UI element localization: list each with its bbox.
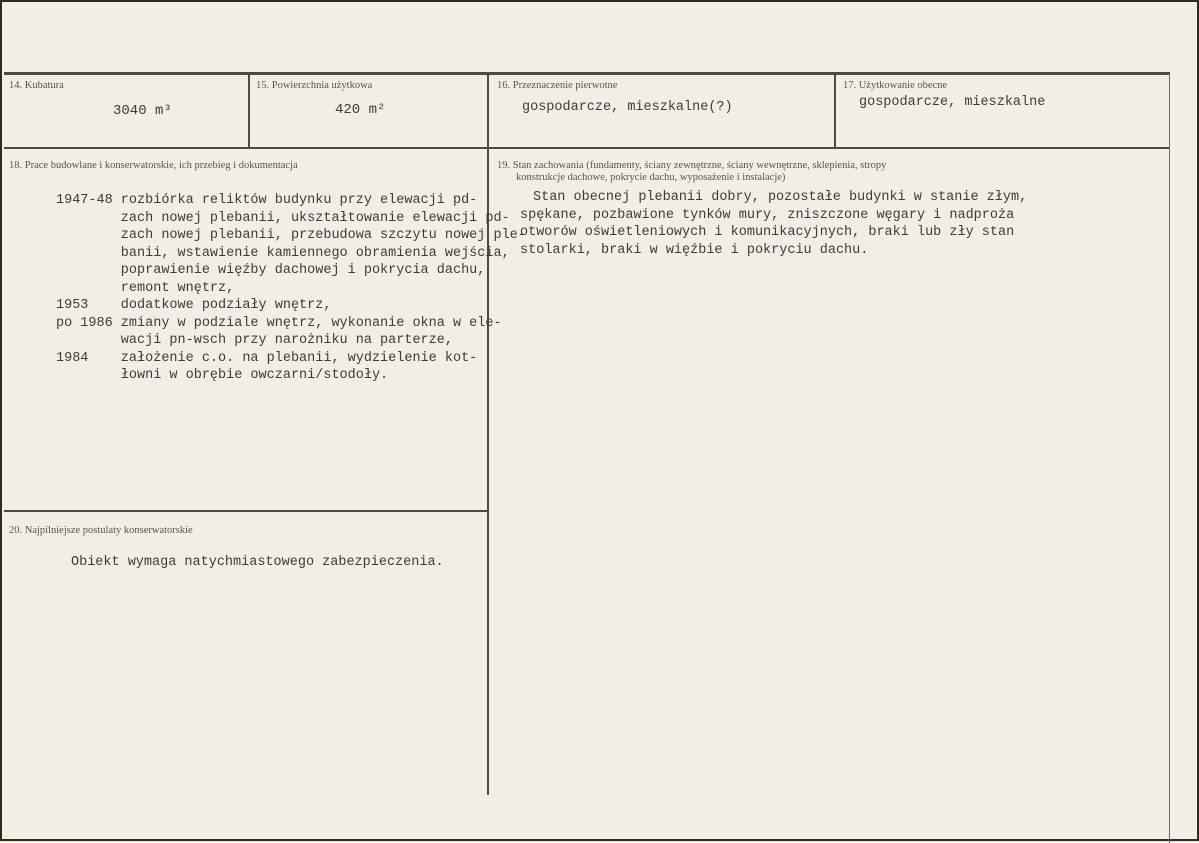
field-18-line: 1984 założenie c.o. na plebanii, wydzielenie kot-	[56, 350, 478, 366]
field-18-line: łowni w obrębie owczarni/stodoły.	[56, 368, 389, 383]
field-16-label: 16. Przeznaczenie pierwotne	[497, 80, 618, 91]
field-18-label: 18. Prace budowlane i konserwatorskie, ich przebieg i dokumentacja	[9, 160, 298, 171]
section-divider	[4, 510, 488, 512]
field-18-line: zach nowej plebanii, przebudowa szczytu nowej ple-	[56, 228, 526, 243]
field-17-value: gospodarcze, mieszkalne	[859, 95, 1046, 110]
field-15-value: 420 m²	[335, 102, 386, 118]
row-divider	[4, 147, 1170, 149]
field-19-line: otworów oświetleniowych i komunikacyjnych, braki lub zły stan	[520, 225, 1015, 240]
field-20-label: 20. Najpilniejsze postulaty konserwatorskie	[9, 525, 193, 536]
field-18-line: banii, wstawienie kamiennego obramienia wejścia,	[56, 245, 510, 261]
field-14-value: 3040 m³	[113, 103, 172, 119]
field-18-line: po 1986 zmiany w podziale wnętrz, wykonanie okna w ele-	[56, 315, 502, 331]
field-15-label: 15. Powierzchnia użytkowa	[256, 80, 373, 91]
field-18-line: zach nowej plebanii, ukształtowanie elewacji pd-	[56, 210, 510, 226]
field-18-line: remont wnętrz,	[56, 280, 235, 296]
field-19-line: stolarki, braki w więźbie i pokryciu dachu.	[520, 242, 869, 258]
field-18-line: 1953 dodatkowe podziały wnętrz,	[56, 298, 332, 313]
field-16-value: gospodarcze, mieszkalne(?)	[522, 100, 733, 115]
field-17-label: 17. Użytkowanie obecne	[843, 80, 948, 91]
right-edge	[1169, 73, 1170, 843]
field-19-label-cont: konstrukcje dachowe, pokrycie dachu, wyposażenie i instalacje)	[516, 172, 786, 183]
field-18-line: poprawienie więźby dachowej i pokrycia dachu,	[56, 263, 486, 278]
col-divider-1	[248, 73, 250, 148]
field-19-label: 19. Stan zachowania (fundamenty, ściany zewnętrzne, ściany wewnętrzne, sklepienia, stropy	[497, 160, 887, 171]
col-divider-2	[487, 73, 489, 795]
field-18-line: wacji pn-wsch przy narożniku na parterze,	[56, 333, 453, 348]
field-18-line: 1947-48 rozbiórka reliktów budynku przy elewacji pd-	[56, 193, 478, 208]
top-rule	[4, 72, 1170, 75]
field-19-line: spękane, pozbawione tynków mury, zniszczone węgary i nadproża	[520, 207, 1015, 223]
field-20-value: Obiekt wymaga natychmiastowego zabezpieczenia.	[71, 555, 444, 570]
field-19-line: Stan obecnej plebanii dobry, pozostałe budynki w stanie złym,	[533, 190, 1028, 205]
col-divider-3	[834, 73, 836, 148]
field-14-label: 14. Kubatura	[9, 80, 64, 91]
